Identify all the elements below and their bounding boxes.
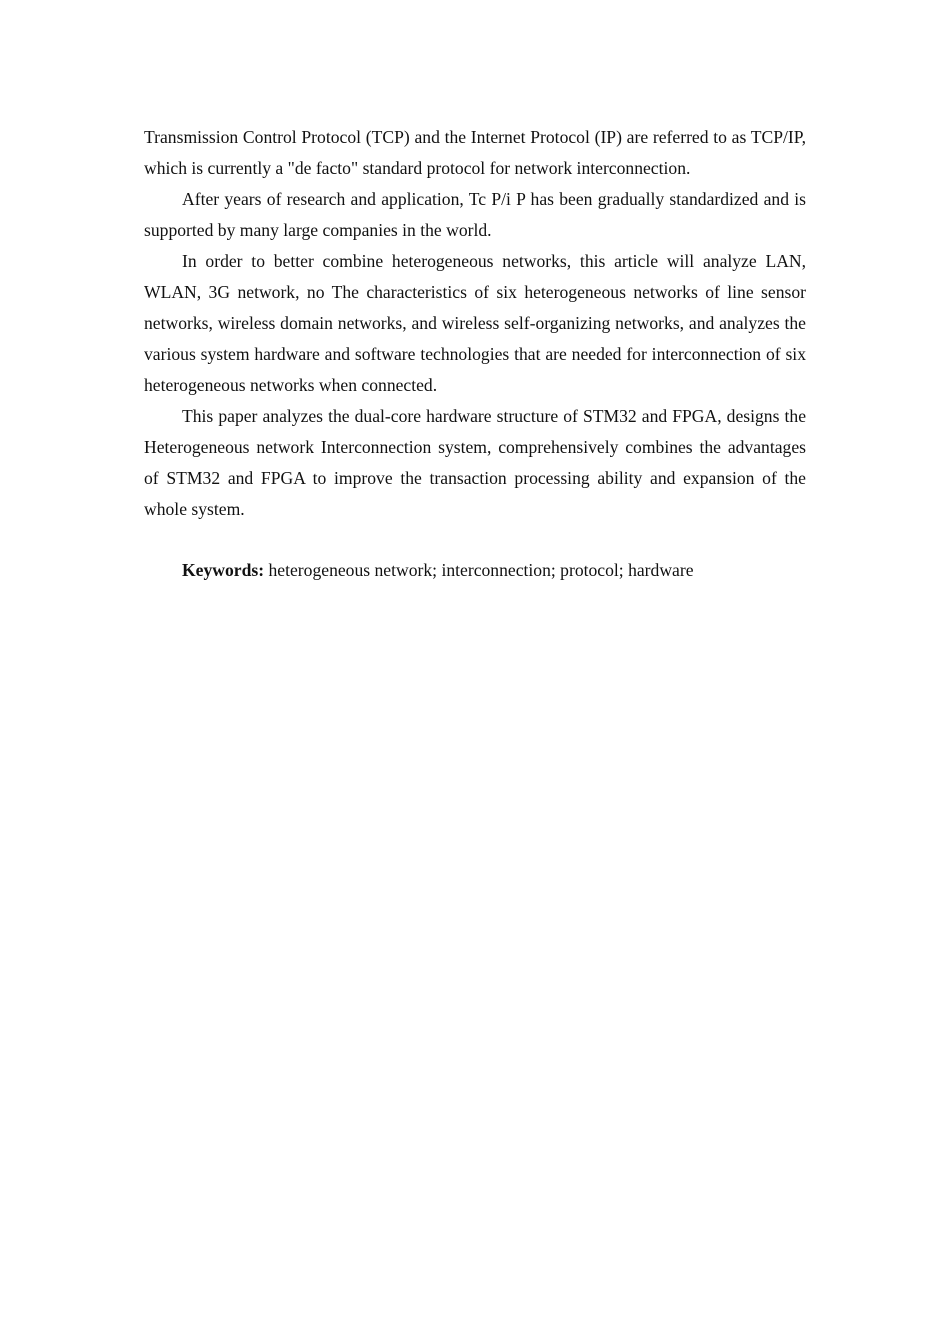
paragraph-standardization: After years of research and application, Tc P/i P has been gradually standardized and is supported by many large companies in the world.	[144, 189, 806, 240]
keywords-text: heterogeneous network; interconnection; protocol; hardware	[268, 560, 694, 580]
paragraph-tcp-ip-intro: Transmission Control Protocol (TCP) and the Internet Protocol (IP) are referred to as TCP/IP, which is currently a "de facto" standard protocol for network interconnection.	[144, 127, 806, 178]
abstract-body	[144, 122, 806, 586]
paragraph-heterogeneous-networks: In order to better combine heterogeneous networks, this article will analyze LAN, WLAN, 3G network, no The characteristics of six heterogeneous networks of line sensor networks, wireless domain networks, and wireless self-organizing networks, and analyzes the various system hardware and software technologies that are needed for interconnection of six heterogeneous networks when connected.	[144, 251, 806, 395]
keywords-line	[144, 555, 806, 586]
keywords-label: Keywords:	[182, 560, 265, 580]
paragraph-system-design: This paper analyzes the dual-core hardware structure of STM32 and FPGA, designs the Heterogeneous network Interconnection system, comprehensively combines the advantages of STM32 and FPGA to improve the transaction processing ability and expansion of the whole system.	[144, 406, 806, 519]
